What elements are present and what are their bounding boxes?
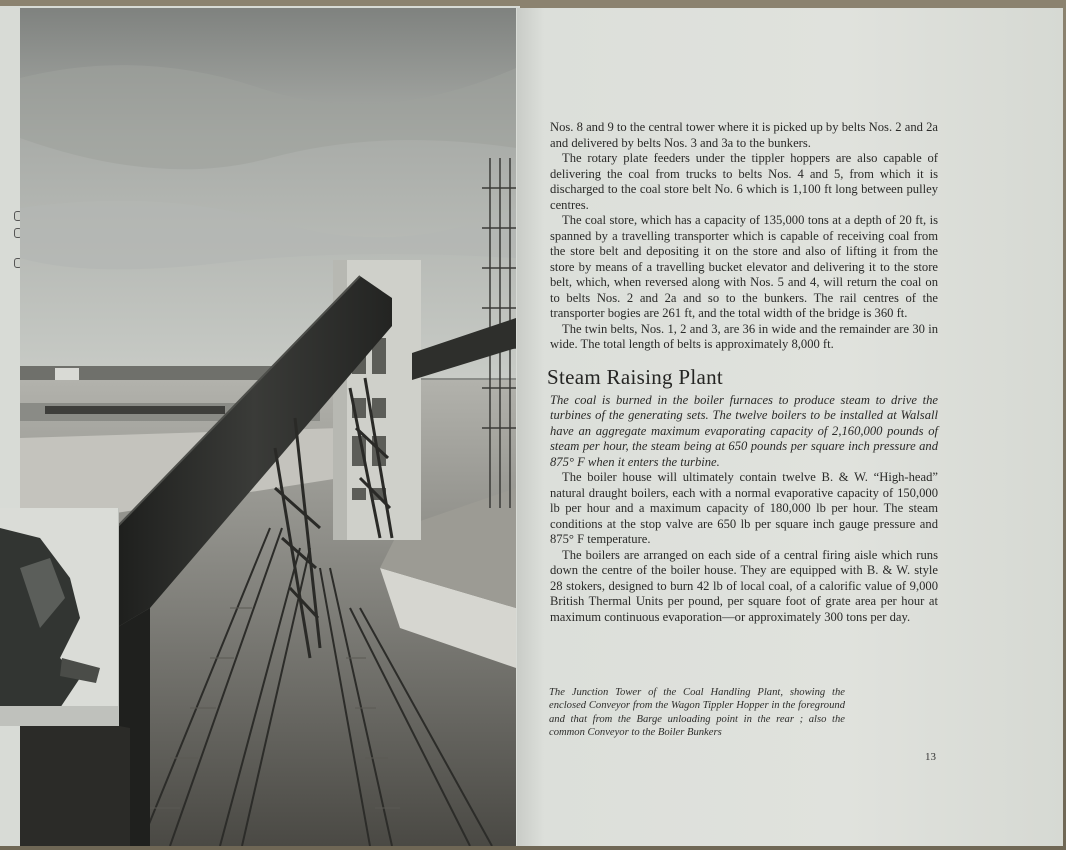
paragraph: The coal store, which has a capacity of 135,000 tons at a depth of 20 ft, is spanned by a travelling transporter which is capable of receiving coal from the store belt and depositing it on the store and also of lifting it from the store by means of a travelling bucket elevator and delivering it to the store belt, which, when reversed along with Nos. 5 and 4, will return the coal on to belts Nos. 2 and 2a and so to the bunkers. The rail centres of the transporter bogies are 261 ft, and the total width of the bridge is 360 ft.: [550, 213, 938, 320]
body-text: [547, 120, 938, 625]
section-heading: Steam Raising Plant: [547, 364, 724, 389]
inset-photo-fragment: [0, 508, 118, 726]
inset-photo-drawing: [0, 508, 118, 726]
photo-caption: The Junction Tower of the Coal Handling Plant, showing the enclosed Conveyor from the Wagon Tippler Hopper in the foreground and that from the Barge unloading point in the rear ; also the common Conveyor to the Boiler Bunkers: [549, 687, 845, 739]
section-intro: The coal is burned in the boiler furnaces to produce steam to drive the turbines of the generating sets. The twelve boilers to be installed at Walsall have an aggregate maximum evaporating capacity of 2,160,000 pounds of steam per hour, the steam being at 650 pounds per square inch pressure and 875° F when it enters the turbine.: [550, 392, 938, 469]
page-number: 13: [925, 751, 936, 763]
paragraph: Nos. 8 and 9 to the central tower where it is picked up by belts Nos. 2 and 2a and delivered by belts Nos. 3 and 3a to the bunkers.: [550, 120, 938, 150]
right-page: [517, 8, 1063, 846]
paragraph: The rotary plate feeders under the tippler hoppers are also capable of delivering the coal from trucks to belts Nos. 4 and 5, from which it is discharged to the coal store belt No. 6 which is 1,100 ft long between pulley centres.: [550, 151, 938, 212]
paragraph: The twin belts, Nos. 1, 2 and 3, are 36 in wide and the remainder are 30 in wide. The total length of belts is approximately 8,000 ft.: [550, 321, 938, 351]
sky: [20, 8, 516, 378]
paragraph: The boilers are arranged on each side of a central firing aisle which runs down the centre of the boiler house. They are equipped with B. & W. style 28 stokers, designed to burn 42 lb of local coal, of a calorific value of 9,000 British Thermal Units per pound, per square foot of grate area per hour at maximum continuous evaporation—or approximately 300 tons per day.: [550, 547, 938, 624]
paragraph: The boiler house will ultimately contain twelve B. & W. “High-head” natural draught boilers, each with a normal evaporative capacity of 150,000 lb per hour and a maximum capacity of 180,000 lb per hour. The steam conditions at the stop valve are 650 lb per square inch gauge pressure and 875° F temperature.: [550, 470, 938, 546]
